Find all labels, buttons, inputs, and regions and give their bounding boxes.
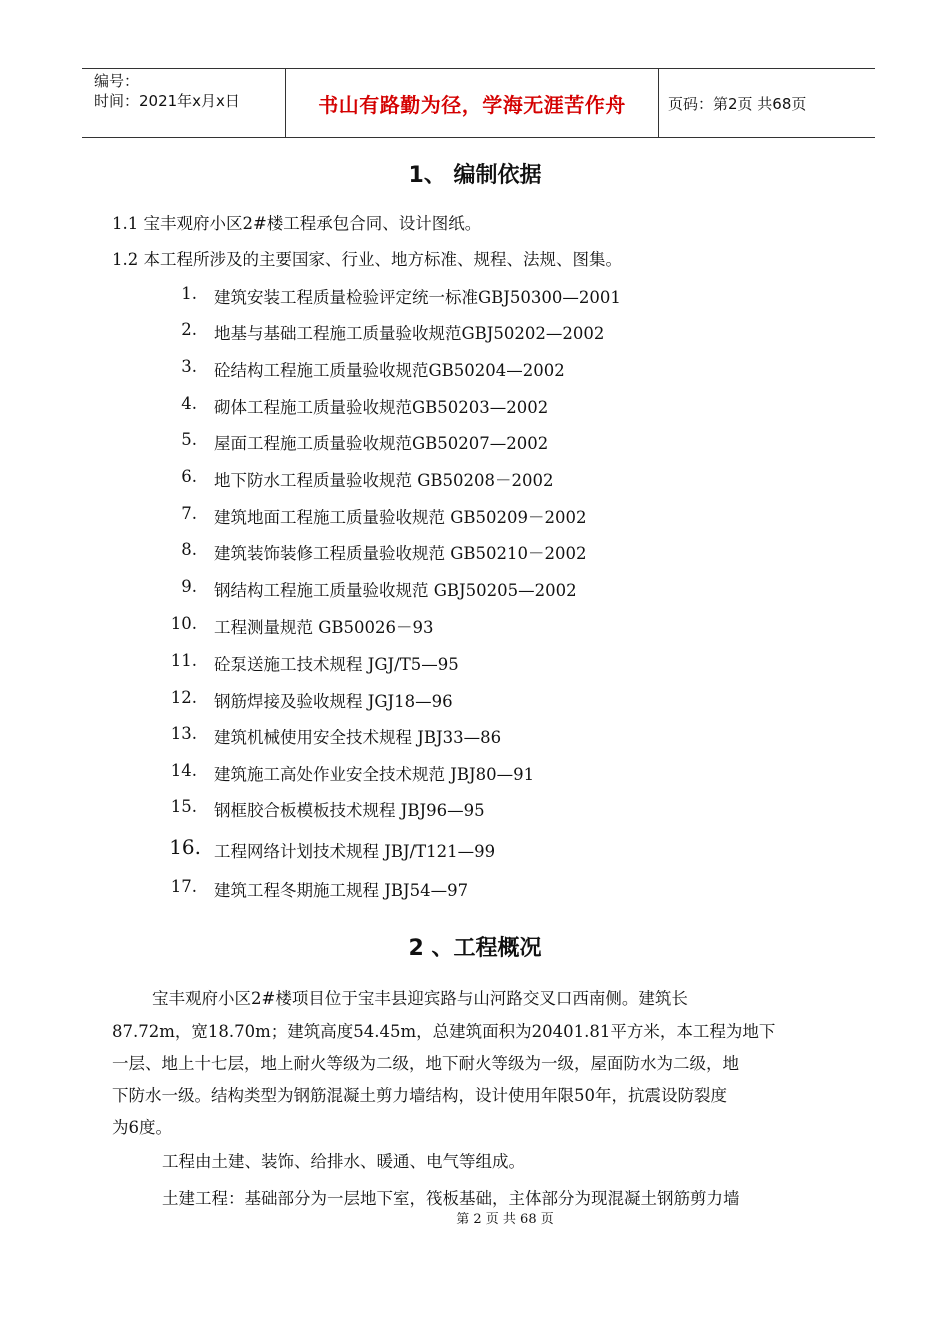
header-left-cell [82,69,286,137]
standard-text: 砼泵送施工技术规程 JGJ/T5—95 [214,655,459,674]
standard-text: 钢框胶合板模板技术规程 JBJ96—95 [214,801,485,820]
header-page-label: 页码：第2页 共68页 [668,94,807,113]
standard-text: 钢筋焊接及验收规程 JGJ18—96 [214,692,453,711]
standard-number: 3. [181,357,197,376]
standard-text: 砼结构工程施工质量验收规范GB50204—2002 [214,361,565,380]
standard-number: 7. [181,504,197,523]
standard-number: 11. [170,651,197,670]
standard-text: 地下防水工程质量验收规范 GB50208－2002 [214,471,554,490]
overview-line: 一层、地上十七层，地上耐火等级为二级，地下耐火等级为一级，屋面防水为二级，地 [112,1054,739,1073]
page-header [82,68,875,138]
section2-title: 2 、工程概况 [408,936,542,961]
page-footer: 第 2 页 共 68 页 [456,1212,554,1227]
standard-text: 建筑工程冬期施工规程 JBJ54—97 [214,881,469,900]
standard-number: 4. [181,394,197,413]
standard-number: 5. [181,430,197,449]
standard-text: 建筑安装工程质量检验评定统一标准GBJ50300—2001 [214,288,621,307]
standard-text: 工程测量规范 GB50026－93 [214,618,434,637]
header-motto-cell [286,69,659,137]
civil-works-paragraph: 土建工程：基础部分为一层地下室，筏板基础，主体部分为现混凝土钢筋剪力墙 [162,1189,740,1208]
standard-number: 17. [170,877,197,896]
standard-text: 砌体工程施工质量验收规范GB50203—2002 [214,398,549,417]
standard-number: 10. [170,614,197,633]
overview-line: 87.72m，宽18.70m；建筑高度54.45m，总建筑面积为20401.81平方米，本工程为地下 [112,1022,776,1041]
header-page-cell [659,69,875,137]
item-1-1: 1.1 宝丰观府小区2#楼工程承包合同、设计图纸。 [112,214,482,233]
standard-number: 14. [170,761,197,780]
standard-number: 1. [181,284,197,303]
standard-number: 12. [170,688,197,707]
item-1-2: 1.2 本工程所涉及的主要国家、行业、地方标准、规程、法规、图集。 [112,250,622,269]
standard-text: 建筑施工高处作业安全技术规范 JBJ80—91 [214,765,535,784]
standard-text: 建筑机械使用安全技术规程 JBJ33—86 [214,728,502,747]
standard-text: 钢结构工程施工质量验收规范 GBJ50205—2002 [214,581,577,600]
overview-line: 下防水一级。结构类型为钢筋混凝土剪力墙结构，设计使用年限50年，抗震设防裂度 [112,1086,727,1105]
standard-number: 9. [181,577,197,596]
standard-text: 工程网络计划技术规程 JBJ/T121—99 [214,842,496,861]
overview-line: 宝丰观府小区2#楼项目位于宝丰县迎宾路与山河路交叉口西南侧。建筑长 [152,989,688,1008]
header-motto: 书山有路勤为径，学海无涯苦作舟 [318,92,626,117]
standard-text: 屋面工程施工质量验收规范GB50207—2002 [214,434,549,453]
overview-line: 为6度。 [112,1118,172,1137]
standard-text: 建筑地面工程施工质量验收规范 GB50209－2002 [214,508,587,527]
document-date-label: 时间：2021年x月x日 [94,92,240,110]
composition-paragraph: 工程由土建、装饰、给排水、暖通、电气等组成。 [162,1152,525,1171]
standard-number: 15. [170,797,197,816]
standard-text: 建筑装饰装修工程质量验收规范 GB50210－2002 [214,544,587,563]
standard-number: 2. [181,320,197,339]
document-number-label: 编号： [94,72,140,90]
standard-number: 6. [181,467,197,486]
standard-number: 16. [169,835,201,859]
section1-title: 1、 编制依据 [408,163,542,188]
standard-number: 8. [181,540,197,559]
standard-text: 地基与基础工程施工质量验收规范GBJ50202—2002 [214,324,605,343]
standard-number: 13. [170,724,197,743]
